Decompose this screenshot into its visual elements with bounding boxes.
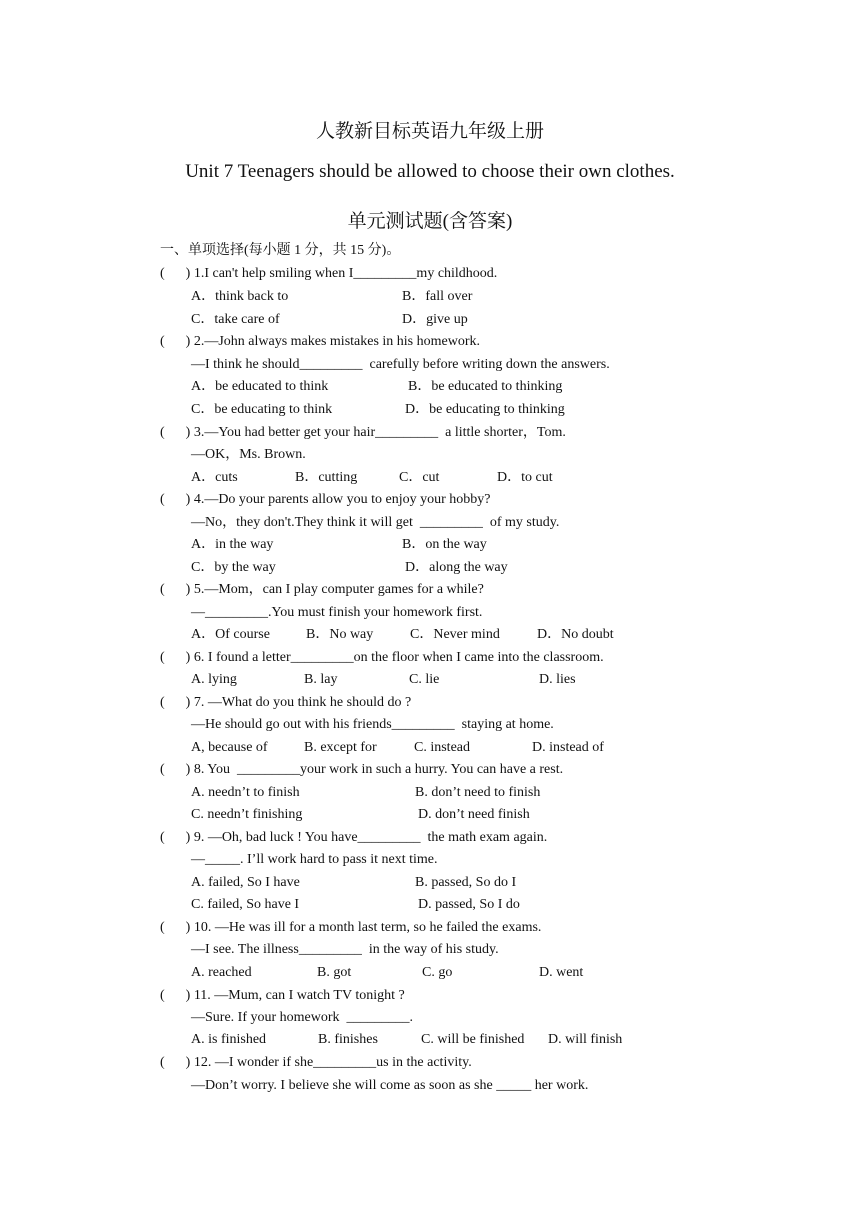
question-4-reply: —No，they don't.They think it will get _________ of my study. (191, 515, 560, 530)
q8-option-a: A. needn’t to finish (191, 785, 300, 800)
q3-option-a: A．cuts (191, 470, 238, 485)
q4-option-c: C．by the way (191, 560, 276, 575)
question-12: ( ) 12. —I wonder if she_________us in the activity. (160, 1055, 472, 1070)
question-5-reply: —_________.You must finish your homework first. (191, 605, 483, 620)
q1-option-a: A．think back to (191, 289, 289, 304)
q7-option-a: A, because of (191, 740, 268, 755)
q9-option-a: A. failed, So I have (191, 875, 300, 890)
q9-option-d: D. passed, So I do (418, 897, 520, 912)
q6-option-c: C. lie (409, 672, 440, 687)
question-1: ( ) 1.I can't help smiling when I_________my childhood. (160, 266, 498, 281)
question-9: ( ) 9. —Oh, bad luck ! You have_________ the math exam again. (160, 830, 548, 845)
q9-option-c: C. failed, So have I (191, 897, 300, 912)
question-5: ( ) 5.—Mom，can I play computer games for a while? (160, 582, 484, 597)
question-7: ( ) 7. —What do you think he should do ? (160, 695, 412, 710)
question-6: ( ) 6. I found a letter_________on the floor when I came into the classroom. (160, 650, 604, 665)
q7-option-d: D. instead of (532, 740, 604, 755)
q10-option-a: A. reached (191, 965, 252, 980)
q6-option-a: A. lying (191, 672, 237, 687)
question-11-reply: —Sure. If your homework _________. (191, 1010, 414, 1025)
q5-option-b: B．No way (306, 627, 374, 642)
q9-option-b: B. passed, So do I (415, 875, 517, 890)
q5-option-c: C．Never mind (410, 627, 500, 642)
question-3: ( ) 3.—You had better get your hair_________ a little shorter，Tom. (160, 425, 566, 440)
question-9-reply: —_____. I’ll work hard to pass it next time. (191, 852, 438, 867)
q2-option-b: B．be educated to thinking (408, 379, 563, 394)
q11-option-d: D. will finish (548, 1032, 623, 1047)
section-heading: 一、单项选择(每小题 1 分，共 15 分)。 (160, 243, 401, 258)
q8-option-b: B. don’t need to finish (415, 785, 541, 800)
question-10: ( ) 10. —He was ill for a month last term, so he failed the exams. (160, 920, 542, 935)
q3-option-c: C．cut (399, 470, 440, 485)
q8-option-d: D. don’t need finish (418, 807, 530, 822)
page-title-chinese: 人教新目标英语九年级上册 (315, 121, 544, 142)
q7-option-c: C. instead (414, 740, 470, 755)
q6-option-d: D. lies (539, 672, 576, 687)
page-subtitle: 单元测试题(含答案) (347, 211, 513, 232)
q4-option-a: A．in the way (191, 537, 274, 552)
q7-option-b: B. except for (304, 740, 377, 755)
q2-option-a: A．be educated to think (191, 379, 329, 394)
q11-option-a: A. is finished (191, 1032, 267, 1047)
q8-option-c: C. needn’t finishing (191, 807, 303, 822)
question-8: ( ) 8. You _________your work in such a hurry. You can have a rest. (160, 762, 564, 777)
q4-option-b: B．on the way (402, 537, 487, 552)
q1-option-d: D．give up (402, 312, 468, 327)
question-10-reply: —I see. The illness_________ in the way of his study. (191, 942, 499, 957)
q2-option-c: C．be educating to think (191, 402, 333, 417)
q10-option-b: B. got (317, 965, 352, 980)
question-4: ( ) 4.—Do your parents allow you to enjoy your hobby? (160, 492, 491, 507)
q1-option-c: C．take care of (191, 312, 280, 327)
q11-option-b: B. finishes (318, 1032, 378, 1047)
q4-option-d: D．along the way (405, 560, 508, 575)
q3-option-b: B．cutting (295, 470, 358, 485)
question-3-reply: —OK，Ms. Brown. (191, 447, 306, 462)
question-7-reply: —He should go out with his friends_________ staying at home. (191, 717, 554, 732)
q5-option-a: A．Of course (191, 627, 270, 642)
q1-option-b: B．fall over (402, 289, 473, 304)
question-2-reply: —I think he should_________ carefully before writing down the answers. (191, 357, 610, 372)
page-title-unit: Unit 7 Teenagers should be allowed to choose their own clothes. (185, 161, 675, 182)
q10-option-d: D. went (539, 965, 584, 980)
q11-option-c: C. will be finished (421, 1032, 525, 1047)
q10-option-c: C. go (422, 965, 453, 980)
q5-option-d: D．No doubt (537, 627, 614, 642)
question-2: ( ) 2.—John always makes mistakes in his homework. (160, 334, 481, 349)
q3-option-d: D．to cut (497, 470, 553, 485)
question-12-reply: —Don’t worry. I believe she will come as soon as she _____ her work. (191, 1078, 589, 1093)
q2-option-d: D．be educating to thinking (405, 402, 565, 417)
question-11: ( ) 11. —Mum, can I watch TV tonight ? (160, 988, 405, 1003)
q6-option-b: B. lay (304, 672, 338, 687)
